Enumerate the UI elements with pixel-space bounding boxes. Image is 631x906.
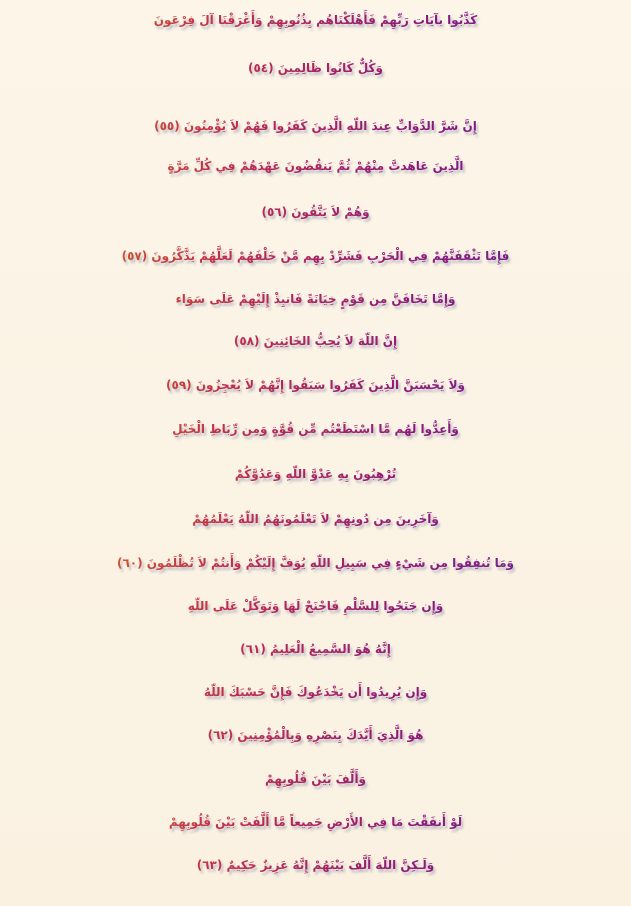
- verse-line: فَإِمَّا تَثْقَفَنَّهُمْ فِي الْحَرْبِ فَشَرِّدْ بِهِم مَّنْ خَلْفَهُمْ لَعَلَّهُمْ يَذَّكَّرُونَ (٥٧): [0, 240, 631, 272]
- verse-line: الَّذِينَ عَاهَدتَّ مِنْهُمْ ثُمَّ يَنقُضُونَ عَهْدَهُمْ فِي كُلِّ مَرَّةٍ: [0, 150, 631, 182]
- verse-line: وَإِن يُرِيدُوا أَن يَخْدَعُوكَ فَإِنَّ حَسْبَكَ اللّهُ: [0, 676, 631, 708]
- verse-line: وَهُمْ لاَ يَتَّقُونَ (٥٦): [0, 196, 631, 228]
- verse-line: وَلاَ يَحْسَبَنَّ الَّذِينَ كَفَرُوا سَبَقُوا إِنَّهُمْ لاَ يُعْجِزُونَ (٥٩): [0, 369, 631, 401]
- verse-line: وَمَا تُنفِقُوا مِن شَيْءٍ فِي سَبِيلِ اللّهِ يُوَفَّ إِلَيْكُمْ وَأَنتُمْ لاَ تُظْلَمُونَ (٦٠): [0, 547, 631, 579]
- verse-line: تُرْهِبُونَ بِهِ عَدْوَّ اللّهِ وَعَدُوَّكُمْ: [0, 458, 631, 490]
- verse-line: وَأَلَّفَ بَيْنَ قُلُوبِهِمْ: [0, 763, 631, 795]
- verse-line: كَذَّبُوا بآيَاتِ رَبِّهِمْ فَأَهْلَكْنَاهُم بِذُنُوبِهِمْ وَأَغْرَقْنَا آلَ فِرْعَونَ: [0, 4, 631, 36]
- verse-line: وَكُلٌّ كَانُوا ظَالِمِينَ (٥٤): [0, 52, 631, 84]
- verse-line: وَإِمَّا تَخَافَنَّ مِن قَوْمٍ خِيَانَةً فَانبِذْ إِلَيْهِمْ عَلَى سَوَاء: [0, 283, 631, 315]
- verse-line: وَلَـكِنَّ اللّهَ أَلَّفَ بَيْنَهُمْ إِنَّهُ عَزِيزٌ حَكِيمٌ (٦٣): [0, 849, 631, 881]
- verse-line: وَأَعِدُّوا لَهُم مَّا اسْتَطَعْتُم مِّن قُوَّةٍ وَمِن رِّبَاطِ الْخَيْلِ: [0, 413, 631, 445]
- verse-line: لَوْ أَنفَقْتَ مَا فِي الأَرْضِ جَمِيعاً مَّا أَلَّفَتْ بَيْنَ قُلُوبِهِمْ: [0, 806, 631, 838]
- verse-line: إِنَّ شَرَّ الدَّوَابِّ عِندَ اللّهِ الَّذِينَ كَفَرُوا فَهُمْ لاَ يُؤْمِنُونَ (٥٥): [0, 110, 631, 142]
- verse-line: وَإِن جَنَحُوا لِلسَّلْمِ فَاجْنَحْ لَهَا وَتَوَكَّلْ عَلَى اللّهِ: [0, 590, 631, 622]
- verse-line: إِنَّهُ هُوَ السَّمِيعُ الْعَلِيمُ (٦١): [0, 633, 631, 665]
- verse-line: إِنَّ اللّهَ لاَ يُحِبُّ الخَائِنِينَ (٥٨): [0, 325, 631, 357]
- verse-line: وَآخَرِينَ مِن دُونِهِمْ لاَ تَعْلَمُونَهُمُ اللّهُ يَعْلَمُهُمْ: [0, 503, 631, 535]
- verse-line: هُوَ الَّذِيَ أَيَّدَكَ بِنَصْرِهِ وَبِالْمُؤْمِنِينَ (٦٢): [0, 719, 631, 751]
